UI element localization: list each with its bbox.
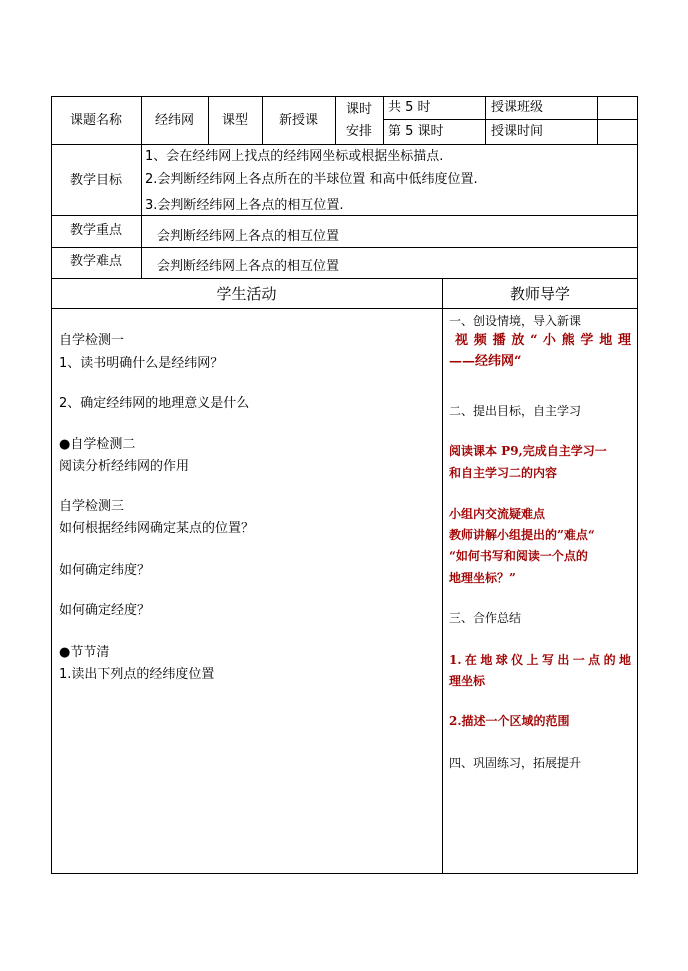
activity-col-divider: [442, 278, 443, 874]
student-activity-heading: 学生活动: [216, 285, 277, 303]
row-divider-columns: [51, 308, 638, 309]
row-divider-header: [51, 144, 638, 145]
student-item: 1、读书明确什么是经纬网？: [59, 356, 224, 371]
row-divider-difficulty: [51, 278, 638, 279]
period-label-line1: 课时: [345, 102, 372, 117]
teacher-item: 四、巩固练习，拓展提升: [449, 756, 582, 770]
time-label: 授课时间: [491, 124, 544, 139]
student-item: 自学检测一: [59, 333, 125, 348]
student-item: ●自学检测二: [59, 437, 136, 452]
teacher-item: 地理坐标？”: [449, 571, 516, 585]
student-item: 自学检测三: [59, 499, 125, 514]
student-item: 如何根据经纬网确定某点的位置？: [59, 521, 255, 536]
current-period: 第 5 课时: [388, 124, 444, 139]
title-label: 课题名称: [69, 113, 122, 128]
teacher-item: ——经纬网“: [449, 354, 522, 369]
row-divider-period: [383, 119, 638, 120]
goal-item: 3.会判断经纬网上各点的相互位置.: [145, 198, 344, 213]
difficulty-label: 教学难点: [69, 254, 122, 269]
total-periods: 共 5 时: [388, 100, 431, 115]
key-point-text: 会判断经纬网上各点的相互位置: [157, 229, 340, 244]
goal-item: 2.会判断经纬网上各点所在的半球位置 和高中低纬度位置.: [145, 172, 478, 187]
student-item: 阅读分析经纬网的作用: [59, 459, 190, 474]
period-label-line2: 安排: [345, 124, 372, 139]
label-col-divider: [141, 144, 142, 278]
student-item: ●节节清: [59, 645, 110, 660]
teacher-item: 和自主学习二的内容: [449, 466, 558, 480]
key-point-label: 教学重点: [69, 223, 122, 238]
col-divider-5: [383, 96, 384, 144]
goals-label: 教学目标: [69, 173, 122, 188]
title-value: 经纬网: [154, 113, 194, 128]
teacher-item: 1.在地球仪上写出一点的地: [449, 653, 631, 667]
student-item: 如何确定纬度？: [59, 563, 151, 578]
class-label: 授课班级: [491, 100, 544, 115]
student-item: 如何确定经度？: [59, 603, 151, 618]
teacher-item: 二、提出目标，自主学习: [449, 404, 582, 418]
row-divider-keypoint: [51, 247, 638, 248]
teacher-item: 三、合作总结: [449, 611, 522, 625]
type-label: 课型: [221, 113, 248, 128]
col-divider-7: [597, 96, 598, 144]
difficulty-text: 会判断经纬网上各点的相互位置: [157, 259, 340, 274]
col-divider-6: [485, 96, 486, 144]
goal-item: 1、会在经纬网上找点的经纬网坐标或根据坐标描点.: [145, 149, 444, 164]
student-item: 1.读出下列点的经纬度位置: [59, 667, 215, 682]
teacher-item: 小组内交流疑难点: [449, 507, 546, 521]
student-item: 2、确定经纬网的地理意义是什么: [59, 396, 250, 411]
teacher-guidance-heading: 教师导学: [509, 285, 570, 303]
teacher-item: 阅读课本 P9,完成自主学习一: [449, 444, 607, 458]
teacher-item: 视 频 播 放 “ 小 熊 学 地 理: [455, 333, 631, 348]
teacher-item: 理坐标: [449, 674, 486, 688]
row-divider-goals: [51, 215, 638, 216]
type-value: 新授课: [278, 113, 318, 128]
teacher-item: 教师讲解小组提出的”难点“: [449, 528, 595, 542]
teacher-item: “如何书写和阅读一个点的: [449, 549, 588, 563]
teacher-item: 一、创设情境，导入新课: [449, 314, 582, 328]
teacher-item: 2.描述一个区域的范围: [449, 714, 570, 728]
